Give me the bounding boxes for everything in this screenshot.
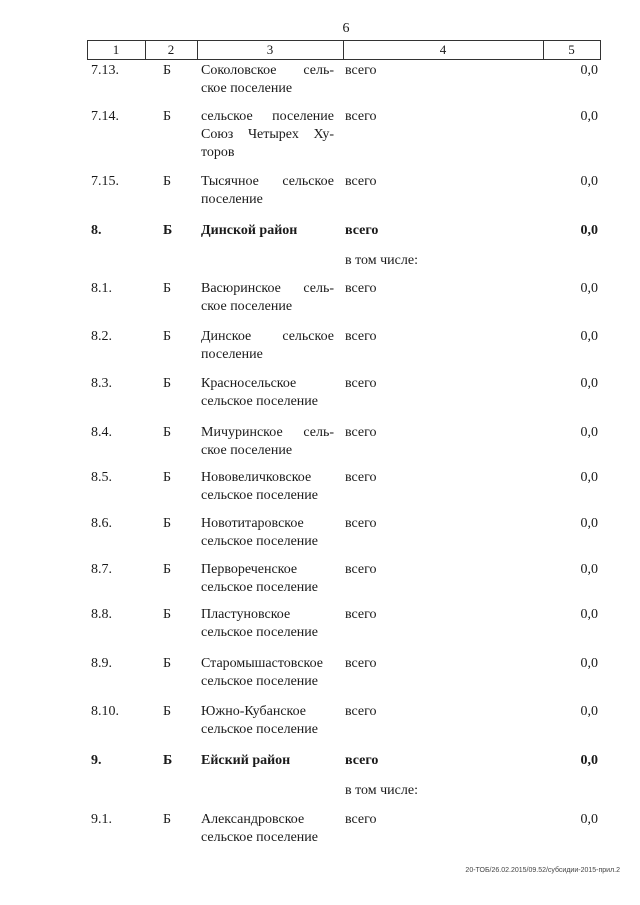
row-number: 8. (91, 223, 102, 238)
row-category: Б (163, 753, 173, 768)
header-col-5: 5 (568, 42, 575, 57)
row-category: Б (163, 656, 172, 671)
row-name: Первореченское сельское поселение (201, 562, 318, 595)
row-name: Динской район (201, 223, 298, 238)
row-name: Соколовское сель-ское поселение (201, 63, 334, 96)
row-name: Пластуновское сельское поселение (201, 607, 318, 640)
row-type: всего (345, 470, 377, 485)
row-name: Ейский район (201, 753, 291, 768)
row-category: Б (163, 223, 173, 238)
row-number: 7.14. (91, 109, 119, 124)
row-type: всего (345, 329, 377, 344)
row-value: 0,0 (580, 425, 598, 440)
document-footer-code: 20-ТОБ/26.02.2015/09.52/субсидии-2015-прил.2 (465, 867, 620, 874)
row-value: 0,0 (580, 223, 598, 238)
row-type: всего (345, 174, 377, 189)
row-category: Б (163, 109, 172, 124)
row-type: всего (345, 425, 377, 440)
row-subnote: в том числе: (345, 783, 418, 798)
row-number: 8.8. (91, 607, 112, 622)
row-category: Б (163, 704, 172, 719)
row-type: всего (345, 516, 377, 531)
row-value: 0,0 (580, 470, 598, 485)
row-value: 0,0 (580, 753, 598, 768)
row-name: сельское поселение Союз Четырех Ху-торов (201, 109, 334, 160)
row-category: Б (163, 516, 172, 531)
row-type: всего (345, 656, 377, 671)
row-number: 8.3. (91, 376, 112, 391)
row-number: 8.4. (91, 425, 112, 440)
row-type: всего (345, 376, 377, 391)
row-type: всего (345, 281, 377, 296)
row-number: 8.6. (91, 516, 112, 531)
row-value: 0,0 (580, 329, 598, 344)
row-number: 9.1. (91, 812, 112, 827)
row-value: 0,0 (580, 376, 598, 391)
row-type: всего (345, 753, 379, 768)
row-type: всего (345, 607, 377, 622)
row-value: 0,0 (580, 174, 598, 189)
row-subnote: в том числе: (345, 253, 418, 268)
row-type: всего (345, 109, 377, 124)
row-number: 8.1. (91, 281, 112, 296)
row-name: Васюринское сель-ское поселение (201, 281, 334, 314)
row-value: 0,0 (580, 607, 598, 622)
row-type: всего (345, 63, 377, 78)
page-number: 6 (342, 21, 350, 36)
header-col-3: 3 (266, 42, 274, 57)
row-category: Б (163, 425, 172, 440)
row-value: 0,0 (580, 656, 598, 671)
row-type: всего (345, 223, 379, 238)
row-category: Б (163, 470, 172, 485)
row-number: 9. (91, 753, 102, 768)
header-col-4: 4 (439, 42, 447, 57)
row-number: 7.15. (91, 174, 119, 189)
row-category: Б (163, 174, 172, 189)
row-value: 0,0 (580, 562, 598, 577)
row-name: Южно-Кубанское сельское поселение (201, 704, 318, 737)
row-name: Динское сельское поселение (201, 329, 334, 362)
row-name: Старомышастовское сельское поселение (201, 656, 324, 689)
row-category: Б (163, 329, 172, 344)
row-category: Б (163, 812, 172, 827)
row-number: 8.9. (91, 656, 112, 671)
row-category: Б (163, 281, 172, 296)
row-type: всего (345, 562, 377, 577)
row-name: Александровское сельское поселение (201, 812, 318, 845)
row-value: 0,0 (580, 281, 598, 296)
row-category: Б (163, 607, 172, 622)
row-type: всего (345, 704, 377, 719)
row-name: Тысячное сельское поселение (201, 174, 334, 207)
row-name: Нововеличковское сельское поселение (201, 470, 318, 503)
header-col-1: 1 (112, 42, 120, 57)
row-number: 8.7. (91, 562, 112, 577)
row-value: 0,0 (580, 63, 598, 78)
row-name: Новотитаровское сельское поселение (201, 516, 318, 549)
row-number: 8.2. (91, 329, 112, 344)
row-value: 0,0 (580, 704, 598, 719)
row-number: 8.5. (91, 470, 112, 485)
header-col-2: 2 (167, 42, 175, 57)
row-value: 0,0 (580, 516, 598, 531)
row-category: Б (163, 562, 172, 577)
row-category: Б (163, 63, 172, 78)
row-number: 8.10. (91, 704, 119, 719)
row-category: Б (163, 376, 172, 391)
row-number: 7.13. (91, 63, 119, 78)
row-value: 0,0 (580, 812, 598, 827)
row-value: 0,0 (580, 109, 598, 124)
row-name: Мичуринское сель-ское поселение (201, 425, 334, 458)
row-type: всего (345, 812, 377, 827)
row-name: Красносельское сельское поселение (201, 376, 318, 409)
